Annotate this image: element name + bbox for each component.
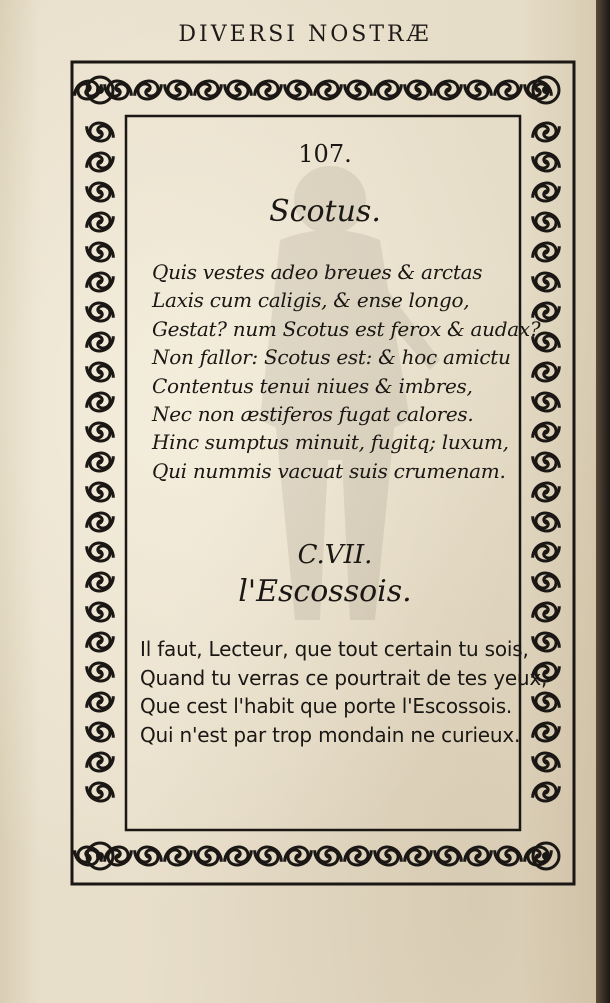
verse-line: Hinc sumptus minuit, fugitq; luxum, <box>152 430 509 455</box>
verse-line: Contentus tenui niues & imbres, <box>152 373 473 398</box>
verse-line: Gestat? num Scotus est ferox & audax? <box>152 316 541 341</box>
verse-line: Nec non æstiferos fugat calores. <box>152 402 474 427</box>
french-poem-number: C.VII. <box>297 540 373 570</box>
running-head: DIVERSI NOSTRÆ <box>178 22 432 47</box>
french-poem <box>140 635 560 749</box>
verse-line: Quis vestes adeo breues & arctas <box>152 260 483 284</box>
french-poem-title: l'Escossois. <box>238 574 412 609</box>
verse-line: Laxis cum caligis, & ense longo, <box>152 288 470 313</box>
verse-line: Quand tu verras ce pourtrait de tes yeux, <box>140 665 548 690</box>
verse-line: Non fallor: Scotus est: & hoc amictu <box>152 345 511 370</box>
page-number: 107. <box>298 140 352 168</box>
latin-poem-title: Scotus. <box>269 194 381 229</box>
verse-line: Il faut, Lecteur, que tout certain tu sois, <box>140 637 529 661</box>
verse-line: Que cest l'habit que porte l'Escossois. <box>140 694 513 718</box>
verse-line: Qui nummis vacuat suis crumenam. <box>152 458 506 483</box>
verse-line: Qui n'est par trop mondain ne curieux. <box>140 722 521 747</box>
latin-poem <box>152 258 552 485</box>
